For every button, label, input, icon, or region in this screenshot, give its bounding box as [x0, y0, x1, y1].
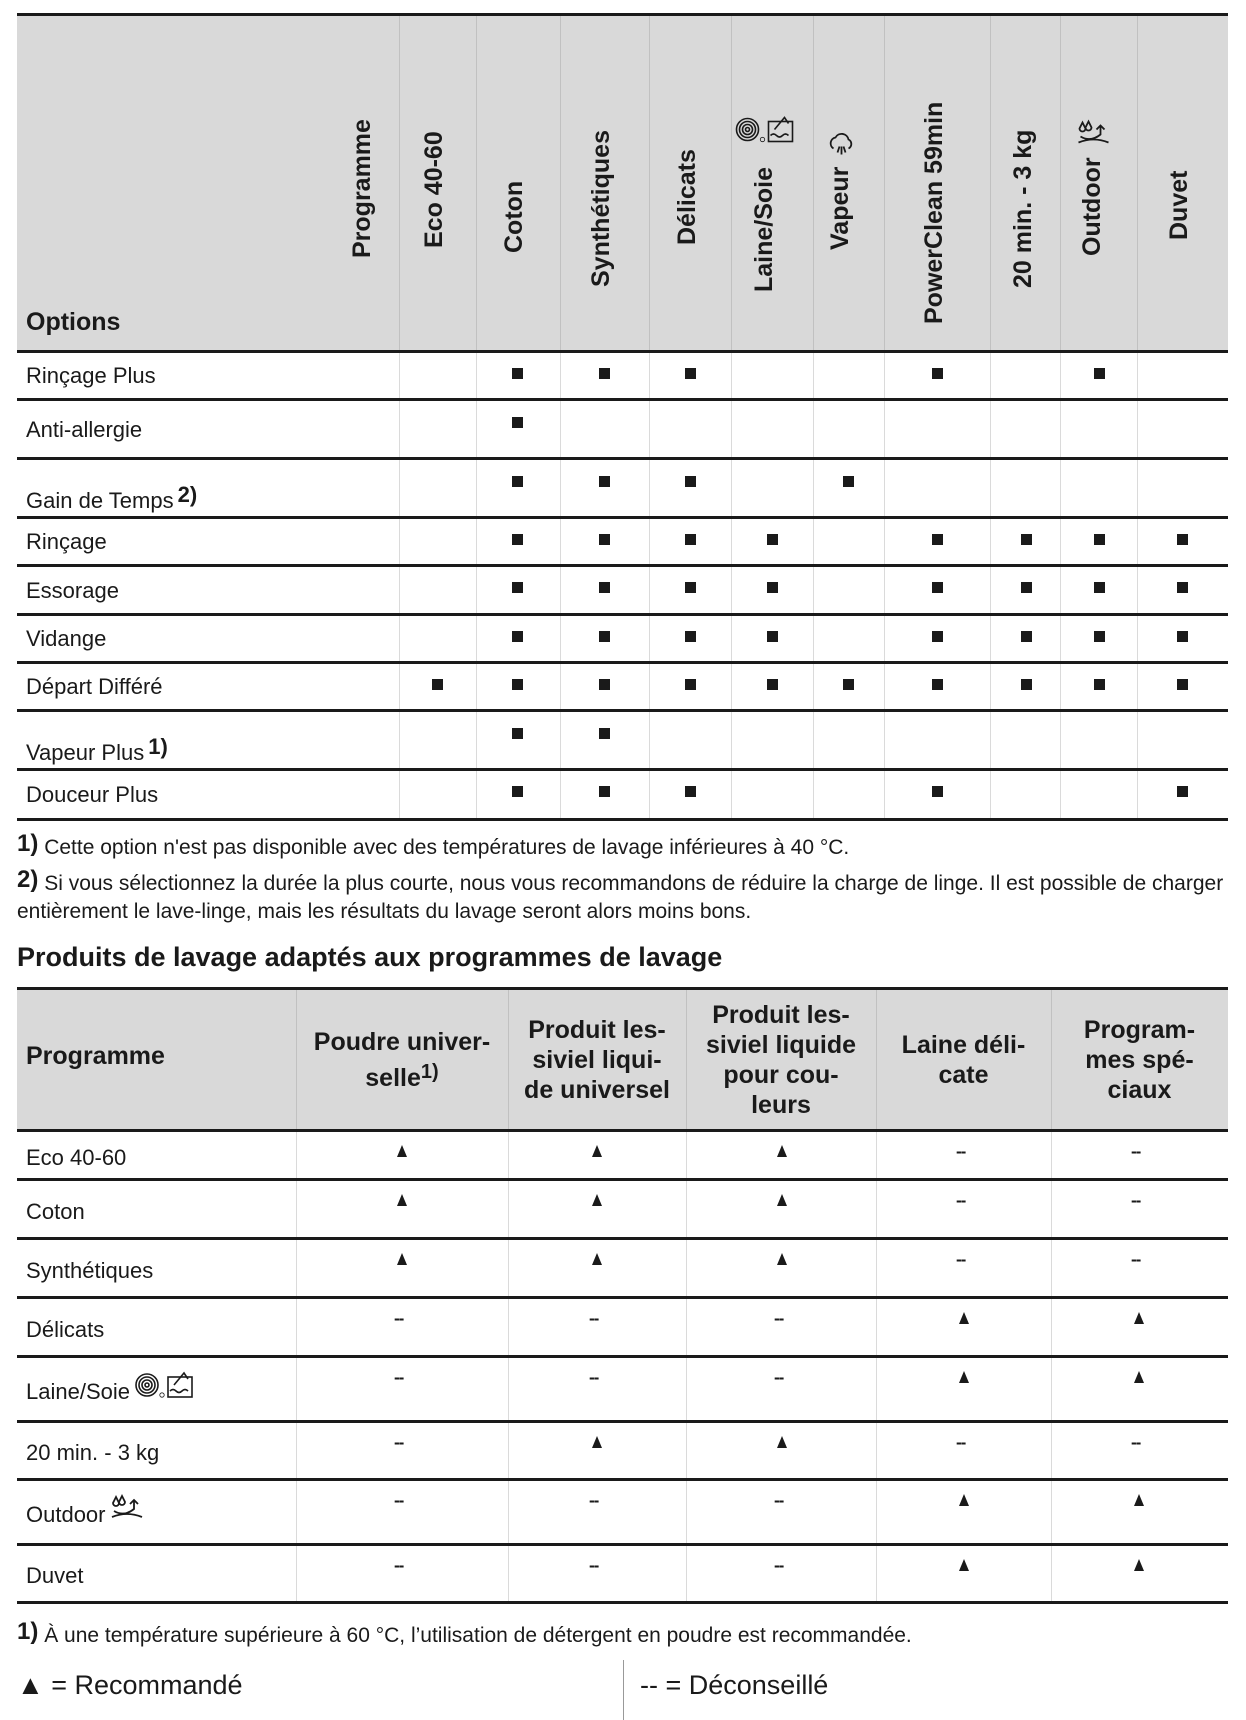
available-mark — [512, 368, 523, 379]
option-label: Rinçage Plus — [26, 363, 156, 388]
available-mark — [685, 582, 696, 593]
program-header-label: 20 min. - 3 kg — [1009, 129, 1037, 288]
column-divider — [560, 16, 561, 819]
row-rule — [17, 613, 1228, 616]
outdoor-icon — [110, 1493, 144, 1527]
program-label: Délicats — [26, 1316, 105, 1342]
footnote-text: Cette option n'est pas disponible avec des températures de lavage inférieures à 40 °C. — [44, 836, 850, 859]
row-rule — [17, 1296, 1228, 1299]
steam-icon — [828, 130, 856, 167]
available-mark — [932, 679, 943, 690]
recommended-mark — [592, 1253, 602, 1265]
woolmark-handwash-icon — [735, 113, 797, 150]
not-recommended-mark: -- — [774, 1368, 784, 1387]
program-header-label: Vapeur — [823, 135, 860, 250]
available-mark — [685, 476, 696, 487]
not-recommended-mark: -- — [589, 1491, 599, 1510]
available-mark — [1094, 582, 1105, 593]
available-mark — [767, 582, 778, 593]
row-rule — [17, 457, 1228, 460]
available-mark — [932, 631, 943, 642]
legend-not-recommended: -- = Déconseillé — [640, 1670, 829, 1700]
recommended-mark — [1134, 1494, 1144, 1506]
section-heading: Produits de lavage adaptés aux programmes de lavage — [17, 942, 723, 972]
recommended-mark — [397, 1253, 407, 1265]
available-mark — [685, 631, 696, 642]
detergent-column-header: Laine déli- cate — [901, 1031, 1026, 1089]
footnote-text: À une température supérieure à 60 °C, l’utilisation de détergent en poudre est recommandée. — [44, 1624, 912, 1647]
column-divider — [399, 16, 400, 819]
not-recommended-mark: -- — [394, 1556, 404, 1575]
program-label: Eco 40-60 — [26, 1144, 127, 1170]
legend-recommended: ▲ = Recommandé — [17, 1670, 243, 1700]
row-rule — [17, 1543, 1228, 1546]
not-recommended-mark: -- — [1131, 1142, 1141, 1161]
available-mark — [1094, 679, 1105, 690]
available-mark — [599, 476, 610, 487]
not-recommended-mark: -- — [774, 1556, 784, 1575]
available-mark — [843, 476, 854, 487]
available-mark — [685, 368, 696, 379]
recommended-mark — [777, 1194, 787, 1206]
available-mark — [767, 631, 778, 642]
row-rule — [17, 1601, 1228, 1604]
row-rule — [17, 1420, 1228, 1423]
available-mark — [1177, 534, 1188, 545]
not-recommended-mark: -- — [394, 1433, 404, 1452]
recommended-mark — [959, 1371, 969, 1383]
outdoor-icon — [1077, 119, 1111, 154]
recommended-mark — [777, 1253, 787, 1265]
detergent-column-header: Program- mes spé- ciaux — [1083, 1016, 1196, 1104]
programme-column-header: Programme — [26, 1042, 165, 1070]
available-mark — [1021, 631, 1032, 642]
recommended-mark — [777, 1145, 787, 1157]
row-rule — [17, 398, 1228, 401]
available-mark — [512, 631, 523, 642]
footnote-marker: 2) — [17, 866, 39, 893]
available-mark — [685, 534, 696, 545]
option-label: Gain de Temps $^{2)}$ — [26, 481, 198, 513]
available-mark — [932, 582, 943, 593]
program-label: Coton — [26, 1198, 85, 1224]
column-divider — [813, 16, 814, 819]
recommended-mark — [1134, 1559, 1144, 1571]
not-recommended-mark: -- — [1131, 1433, 1141, 1452]
not-recommended-mark: -- — [1131, 1191, 1141, 1210]
available-mark — [512, 476, 523, 487]
available-mark — [512, 534, 523, 545]
available-mark — [685, 679, 696, 690]
recommended-mark — [959, 1312, 969, 1324]
row-rule — [17, 818, 1228, 821]
options-column-header: Options — [26, 308, 121, 336]
available-mark — [1177, 679, 1188, 690]
recommended-mark — [777, 1436, 787, 1448]
available-mark — [767, 534, 778, 545]
column-divider — [1137, 16, 1138, 819]
program-header-label: Outdoor — [1076, 119, 1111, 256]
not-recommended-mark: -- — [394, 1368, 404, 1387]
row-rule — [17, 1178, 1228, 1181]
option-label: Anti-allergie — [26, 416, 143, 442]
not-recommended-mark: -- — [394, 1309, 404, 1328]
footnote-1 — [17, 830, 1232, 862]
footnote-text: Si vous sélectionnez la durée la plus courte, nous vous recommandons de réduire la charge de linge. Il est possible de charger entièrement le lave-linge, mais les résultats du lavage seront alors moins bons. — [17, 872, 1224, 923]
program-header-label: Délicats — [673, 149, 701, 245]
available-mark — [512, 582, 523, 593]
program-label: Duvet — [26, 1563, 84, 1588]
available-mark — [1021, 679, 1032, 690]
footnote-ref: 1) — [420, 1061, 439, 1083]
detergent-column-header: Produit les- siviel liquide pour cou- leurs — [705, 1001, 857, 1119]
row-rule — [17, 564, 1228, 567]
not-recommended-mark: -- — [394, 1491, 404, 1510]
row-rule — [17, 1129, 1228, 1132]
option-label: Vidange — [26, 626, 107, 651]
recommended-mark — [592, 1145, 602, 1157]
available-mark — [512, 417, 523, 428]
available-mark — [599, 679, 610, 690]
available-mark — [932, 534, 943, 545]
not-recommended-mark: -- — [774, 1309, 784, 1328]
available-mark — [1094, 534, 1105, 545]
option-label: Vapeur Plus $^{1)}$ — [26, 733, 168, 765]
available-mark — [599, 368, 610, 379]
not-recommended-mark: -- — [956, 1250, 966, 1269]
column-divider — [476, 16, 477, 819]
detergent-column-header: Produit les- siviel liqui- de universel — [524, 1016, 670, 1104]
recommended-mark — [592, 1194, 602, 1206]
not-recommended-mark: -- — [589, 1556, 599, 1575]
options-table-header — [17, 13, 1228, 351]
detergent-column-header: Poudre univer- selle$^{1)}$ — [313, 1028, 491, 1092]
recommended-mark — [1134, 1371, 1144, 1383]
recommended-mark — [592, 1436, 602, 1448]
available-mark — [932, 368, 943, 379]
program-label: Laine/Soie — [26, 1379, 196, 1405]
woolmark-handwash-icon — [134, 1369, 196, 1405]
recommended-mark — [397, 1145, 407, 1157]
column-divider — [731, 16, 732, 819]
option-label: Rinçage — [26, 529, 107, 554]
not-recommended-mark: -- — [774, 1491, 784, 1510]
not-recommended-mark: -- — [589, 1368, 599, 1387]
not-recommended-mark: -- — [1131, 1250, 1141, 1269]
footnote-ref: 1) — [148, 733, 168, 759]
column-divider — [990, 16, 991, 819]
available-mark — [599, 582, 610, 593]
available-mark — [685, 786, 696, 797]
program-header-label: Eco 40-60 — [420, 131, 448, 248]
recommended-mark — [1134, 1312, 1144, 1324]
row-rule — [17, 516, 1228, 519]
footnote-marker: 1) — [17, 1618, 39, 1645]
available-mark — [599, 631, 610, 642]
program-label: 20 min. - 3 kg — [26, 1440, 160, 1465]
available-mark — [1094, 631, 1105, 642]
available-mark — [1094, 368, 1105, 379]
option-label: Départ Différé — [26, 674, 163, 699]
available-mark — [599, 786, 610, 797]
available-mark — [599, 728, 610, 739]
available-mark — [1021, 534, 1032, 545]
available-mark — [1177, 631, 1188, 642]
column-divider — [884, 16, 885, 819]
program-header-label: PowerClean 59min — [920, 101, 948, 324]
recommended-mark — [959, 1494, 969, 1506]
available-mark — [512, 728, 523, 739]
available-mark — [932, 786, 943, 797]
option-label: Essorage — [26, 577, 119, 603]
program-label: Synthétiques — [26, 1257, 154, 1283]
available-mark — [512, 786, 523, 797]
program-header-label: Laine/Soie — [747, 101, 784, 292]
available-mark — [767, 679, 778, 690]
not-recommended-mark: -- — [956, 1433, 966, 1452]
recommended-mark — [959, 1559, 969, 1571]
column-divider — [1060, 16, 1061, 819]
row-rule — [17, 661, 1228, 664]
legend-divider — [623, 1660, 624, 1720]
not-recommended-mark: -- — [956, 1142, 966, 1161]
recommended-mark — [397, 1194, 407, 1206]
not-recommended-mark: -- — [956, 1191, 966, 1210]
program-label: Outdoor — [26, 1502, 144, 1528]
available-mark — [599, 534, 610, 545]
not-recommended-mark: -- — [589, 1309, 599, 1328]
row-rule — [17, 350, 1228, 353]
footnote-2 — [17, 866, 1232, 926]
option-label: Douceur Plus — [26, 782, 159, 807]
row-rule — [17, 1355, 1228, 1358]
row-rule — [17, 709, 1228, 712]
footnote-ref: 2) — [177, 481, 198, 507]
available-mark — [1177, 786, 1188, 797]
column-divider — [649, 16, 650, 819]
available-mark — [1177, 582, 1188, 593]
available-mark — [432, 679, 443, 690]
programme-header-label: Programme — [348, 119, 376, 258]
program-header-label: Coton — [500, 180, 528, 253]
available-mark — [512, 679, 523, 690]
row-rule — [17, 1237, 1228, 1240]
row-rule — [17, 1478, 1228, 1481]
row-rule — [17, 768, 1228, 771]
program-header-label: Duvet — [1165, 170, 1193, 240]
program-header-label: Synthétiques — [587, 130, 615, 287]
detergent-footnote — [17, 1618, 1232, 1650]
available-mark — [1021, 582, 1032, 593]
footnote-marker: 1) — [17, 830, 39, 857]
available-mark — [843, 679, 854, 690]
